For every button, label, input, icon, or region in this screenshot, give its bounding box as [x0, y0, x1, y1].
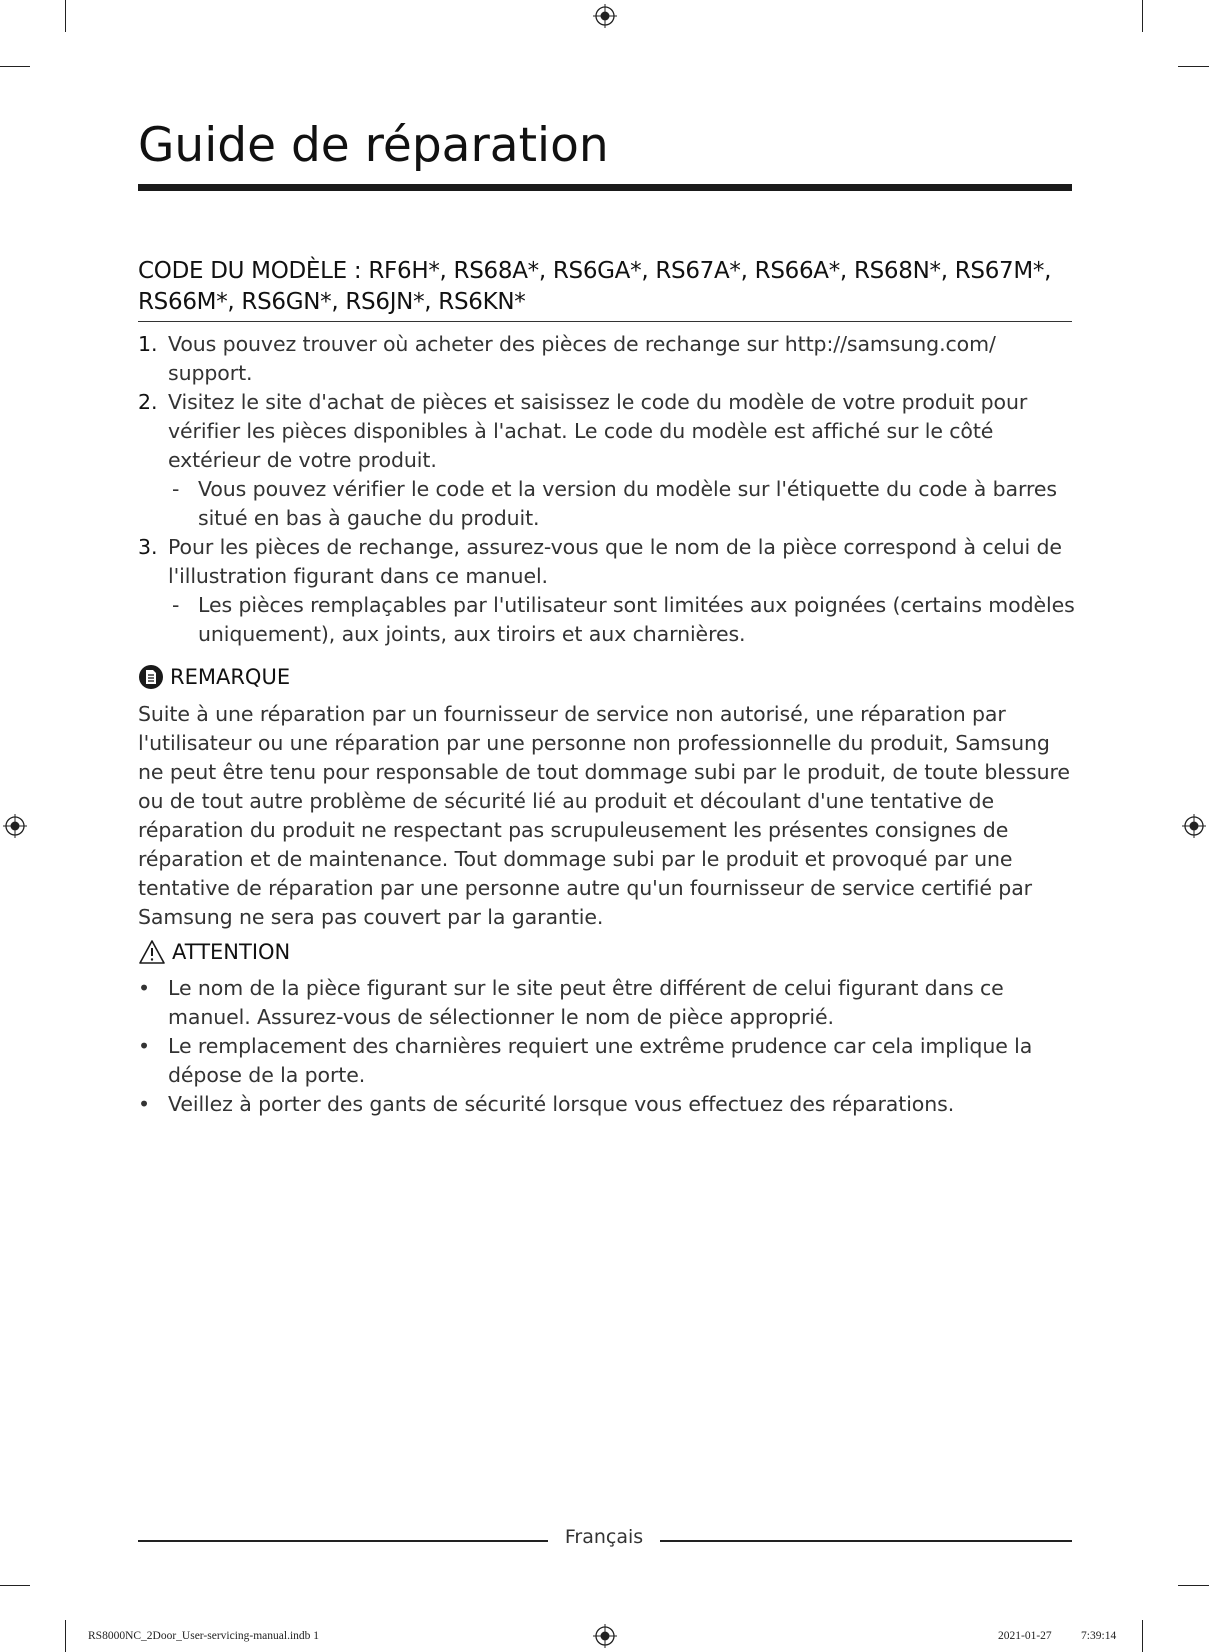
print-timestamp: 2021-01-27 ￿￿ 7:39:14 — [998, 1630, 1117, 1642]
bullet-marker: • — [138, 1092, 150, 1116]
registration-mark-icon — [1182, 814, 1206, 838]
step-text: Vous pouvez trouver où acheter des pièces de rechange sur http://samsung.com/ support. — [168, 332, 996, 385]
bullet-marker: • — [138, 976, 150, 1000]
model-code-heading: CODE DU MODÈLE : RF6H*, RS68A*, RS6GA*, RS67A*, RS66A*, RS68N*, RS67M*, RS66M*, RS6GN*, RS6JN*, RS6KN* — [138, 258, 1052, 315]
crop-mark — [0, 66, 30, 67]
footer-language: Français — [564, 1526, 644, 1548]
step-subitem-text: Les pièces remplaçables par l'utilisateur sont limitées aux poignées (certains modèles uniquement), aux joints, aux tiroirs et aux charnières. — [198, 593, 1075, 646]
footer-rule-right — [660, 1540, 1072, 1542]
registration-mark-icon — [3, 814, 27, 838]
crop-mark — [1178, 66, 1209, 67]
crop-mark — [1142, 0, 1143, 32]
footer-rule-left — [138, 1540, 548, 1542]
step-number: 3. — [138, 535, 158, 559]
step-subitem-text: Vous pouvez vérifier le code et la version du modèle sur l'étiquette du code à barres situé en bas à gauche du produit. — [198, 477, 1057, 530]
warning-triangle-icon — [138, 939, 166, 965]
step-number: 2. — [138, 390, 158, 414]
note-text: Suite à une réparation par un fournisseur de service non autorisé, une réparation par l'utilisateur ou une réparation par une personne non professionnelle du produit, Samsung ne peut être tenu pour responsable de tout dommage subi par le produit, de toute blessure ou de tout autre problème de sécurité lié au produit et découlant d'une tentative de réparation du produit ne respectant pas scrupuleusement les présentes consignes de réparation et de maintenance. Tout dommage subi par le produit et provoqué par une tentative de réparation par une personne autre qu'un fournisseur de service certifié par Samsung ne sera pas couvert par la garantie. — [138, 702, 1070, 929]
note-icon — [138, 664, 164, 690]
crop-mark — [1178, 1585, 1209, 1586]
caution-item-text: Veillez à porter des gants de sécurité lorsque vous effectuez des réparations. — [168, 1092, 955, 1116]
title-divider — [138, 184, 1072, 191]
print-file-name: RS8000NC_2Door_User-servicing-manual.indb 1 — [88, 1630, 320, 1642]
caution-item — [138, 1090, 1078, 1119]
step-subitem — [168, 475, 1078, 533]
dash-marker: - — [172, 477, 180, 501]
crop-mark — [0, 1585, 30, 1586]
caution-label: ATTENTION — [172, 940, 291, 964]
step-item — [138, 533, 1078, 649]
caution-list — [138, 974, 1078, 1119]
step-subitem — [168, 591, 1078, 649]
step-number: 1. — [138, 332, 158, 356]
step-item — [138, 388, 1078, 533]
bullet-marker: • — [138, 1034, 150, 1058]
registration-mark-icon — [593, 1624, 617, 1648]
caution-heading — [138, 939, 290, 965]
note-label: REMARQUE — [170, 665, 291, 689]
crop-mark — [65, 0, 66, 32]
caution-item — [138, 1032, 1078, 1090]
registration-mark-icon — [593, 4, 617, 28]
step-text: Pour les pièces de rechange, assurez-vous que le nom de la pièce correspond à celui de l'illustration figurant dans ce manuel. — [168, 535, 1062, 588]
caution-item-text: Le nom de la pièce figurant sur le site peut être différent de celui figurant dans ce manuel. Assurez-vous de sélectionner le nom de pièce approprié. — [168, 976, 1004, 1029]
dash-marker: - — [172, 593, 180, 617]
crop-mark — [65, 1620, 66, 1652]
caution-item — [138, 974, 1078, 1032]
page-title: Guide de réparation — [138, 118, 609, 173]
crop-mark — [1142, 1620, 1143, 1652]
caution-item-text: Le remplacement des charnières requiert une extrême prudence car cela implique la dépose de la porte. — [168, 1034, 1033, 1087]
step-item — [138, 330, 1078, 388]
section-divider — [138, 321, 1072, 322]
steps-list — [138, 330, 1078, 649]
step-text: Visitez le site d'achat de pièces et saisissez le code du modèle de votre produit pour vérifier les pièces disponibles à l'achat. Le code du modèle est affiché sur le côté extérieur de votre produit. — [168, 390, 1028, 472]
note-heading — [138, 664, 290, 690]
